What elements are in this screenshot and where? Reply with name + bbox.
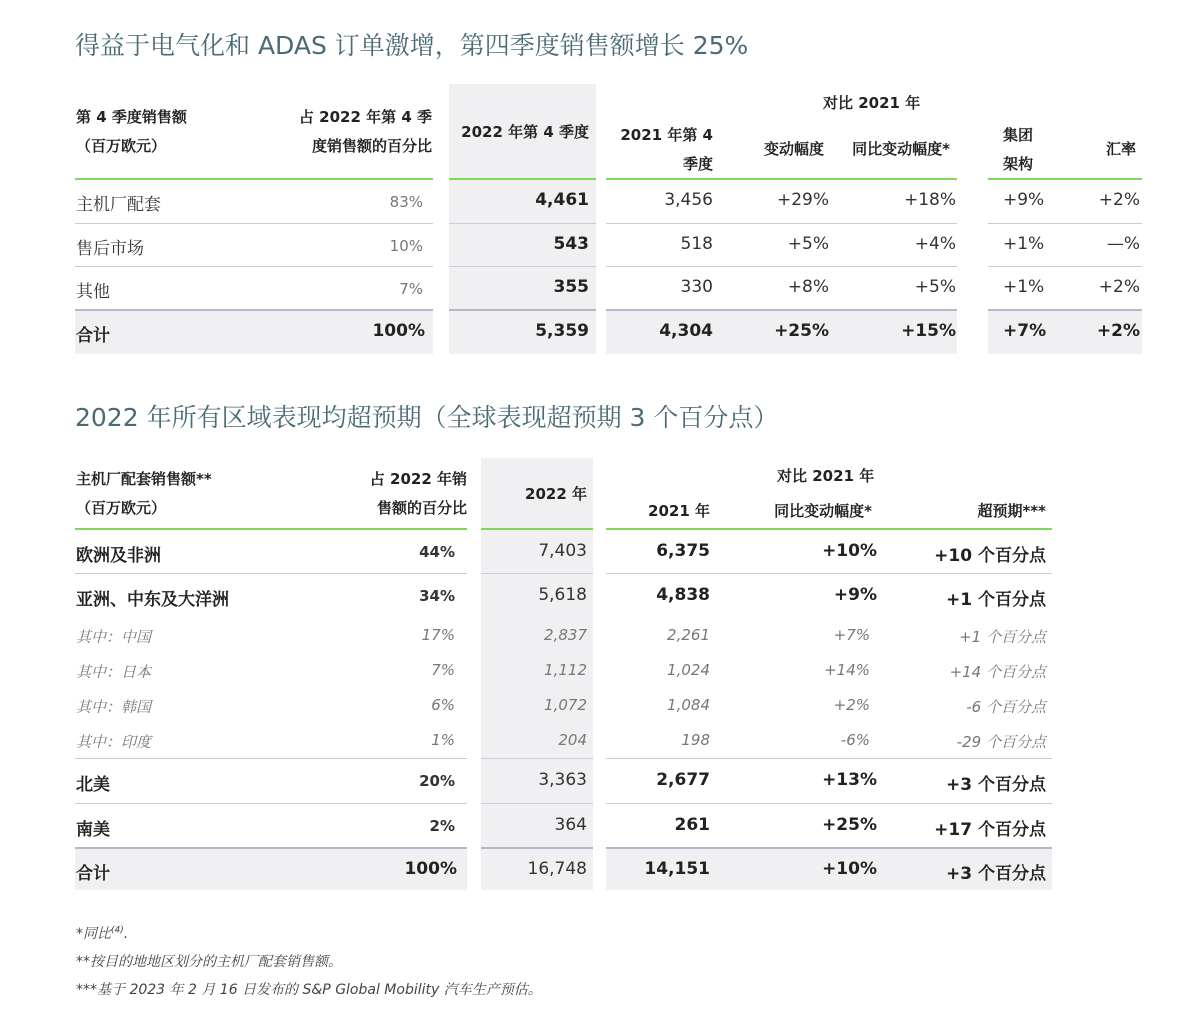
header-col3: 2022 年 [525, 485, 587, 503]
region-2022: 7,403 [538, 541, 587, 561]
region-yoy: +13% [822, 770, 877, 790]
subregion-2021: 1,024 [667, 661, 710, 679]
row-yoy: +5% [914, 277, 956, 297]
row-q4-2021: 518 [680, 234, 713, 254]
header-col1-line2: （百万欧元） [76, 499, 167, 517]
header-col8: 汇率 [1105, 140, 1136, 158]
subregion-label: 其中：日本 [76, 663, 152, 681]
subregion-label: 其中：韩国 [76, 698, 152, 716]
region-2022: 3,363 [538, 770, 587, 790]
header-rule [75, 528, 467, 530]
header-rule [449, 178, 596, 180]
header-col2-line2: 度销售额的百分比 [311, 137, 432, 155]
section1-title: 得益于电气化和 ADAS 订单激增，第四季度销售额增长 25% [75, 31, 749, 60]
section2-title: 2022 年所有区域表现均超预期（全球表现超预期 3 个百分点） [75, 403, 779, 432]
region-outperformance: +10 个百分点 [934, 546, 1046, 566]
subregion-outperformance: -6 个百分点 [966, 698, 1046, 716]
region-yoy: +9% [833, 585, 877, 605]
header-rule [75, 178, 433, 180]
total-2021: 14,151 [644, 859, 710, 879]
row-label: 其他 [76, 282, 110, 302]
total-share: 100% [372, 321, 425, 341]
total-yoy: +15% [901, 321, 956, 341]
header-group-vs-2021: 对比 2021 年 [777, 467, 875, 485]
row-divider [988, 266, 1142, 267]
region-yoy: +25% [822, 815, 877, 835]
row-q4-2022: 4,461 [535, 190, 589, 210]
row-fx: +2% [1098, 190, 1140, 210]
subregion-yoy: -6% [840, 731, 870, 749]
header-col3: 2022 年第 4 季度 [461, 123, 589, 141]
row-divider [481, 573, 593, 574]
header-col6: 超预期*** [977, 502, 1046, 520]
region-share: 44% [419, 543, 455, 561]
header-col4-line1: 2021 年第 4 [620, 126, 713, 144]
header-col5: 同比变动幅度* [774, 502, 872, 520]
region-2021: 2,677 [656, 770, 710, 790]
total-divider [449, 309, 596, 311]
region-label: 北美 [76, 775, 110, 795]
footnote-yoy: *同比$^{(4)}$. [76, 925, 129, 942]
total-2022: 16,748 [527, 859, 587, 879]
total-yoy: +10% [822, 859, 877, 879]
region-share: 2% [429, 817, 455, 835]
subregion-outperformance: +1 个百分点 [959, 628, 1046, 646]
header-col4-line2: 季度 [682, 155, 713, 173]
total-q4-2021: 4,304 [659, 321, 713, 341]
region-2021: 6,375 [656, 541, 710, 561]
header-col1-line2: （百万欧元） [76, 137, 167, 155]
region-outperformance: +17 个百分点 [934, 820, 1046, 840]
subregion-2022: 1,112 [544, 661, 587, 679]
subregion-outperformance: -29 个百分点 [956, 733, 1046, 751]
header-col7-line2: 架构 [1003, 155, 1034, 173]
row-group: +1% [1003, 234, 1045, 254]
subregion-2022: 204 [558, 731, 587, 749]
subregion-2022: 1,072 [544, 696, 587, 714]
row-q4-2022: 543 [553, 234, 589, 254]
header-col7-line1: 集团 [1003, 126, 1034, 144]
header-col2-line2: 售额的百分比 [376, 499, 467, 517]
subregion-2021: 2,261 [667, 626, 710, 644]
row-divider [988, 223, 1142, 224]
row-divider [449, 223, 596, 224]
row-q4-2021: 3,456 [664, 190, 713, 210]
subregion-2022: 2,837 [544, 626, 587, 644]
row-divider [606, 266, 957, 267]
header-rule [988, 178, 1142, 180]
region-2022: 5,618 [538, 585, 587, 605]
footnote-forecast-source: ***基于 2023 年 2 月 16 日发布的 S&P Global Mobility 汽车生产预估。 [76, 982, 542, 998]
row-share: 10% [389, 237, 423, 255]
row-q4-2021: 330 [680, 277, 713, 297]
row-divider [606, 758, 1052, 759]
total-change: +25% [774, 321, 829, 341]
header-col2-line1: 占 2022 年第 4 季 [298, 108, 432, 126]
row-change: +8% [787, 277, 829, 297]
header-col1-line1: 主机厂配套销售额** [76, 470, 212, 488]
row-label: 主机厂配套 [76, 195, 161, 215]
row-group: +1% [1003, 277, 1045, 297]
header-col1-line1: 第 4 季度销售额 [76, 108, 187, 126]
row-divider [606, 223, 957, 224]
region-2021: 261 [674, 815, 710, 835]
row-share: 83% [389, 193, 423, 211]
region-2022: 364 [554, 815, 587, 835]
total-label: 合计 [76, 326, 110, 346]
subregion-share: 7% [431, 661, 455, 679]
region-label: 亚洲、中东及大洋洲 [76, 590, 229, 610]
row-divider [606, 573, 1052, 574]
header-rule [606, 178, 957, 180]
row-q4-2022: 355 [553, 277, 589, 297]
region-label: 欧洲及非洲 [76, 546, 161, 566]
row-yoy: +18% [903, 190, 956, 210]
row-divider [75, 266, 433, 267]
row-change: +5% [787, 234, 829, 254]
row-divider [75, 223, 433, 224]
total-group: +7% [1003, 321, 1047, 341]
region-yoy: +10% [822, 541, 877, 561]
subregion-label: 其中：中国 [76, 628, 152, 646]
subregion-share: 17% [421, 626, 455, 644]
row-fx: —% [1106, 234, 1140, 254]
region-share: 20% [419, 772, 455, 790]
subregion-yoy: +14% [824, 661, 870, 679]
subregion-yoy: +7% [833, 626, 870, 644]
region-share: 34% [419, 587, 455, 605]
header-rule [606, 528, 1052, 530]
subregion-2021: 198 [681, 731, 710, 749]
row-divider [75, 803, 467, 804]
row-yoy: +4% [914, 234, 956, 254]
subregion-share: 6% [431, 696, 455, 714]
footnote-destination: **按目的地地区划分的主机厂配套销售额。 [76, 954, 342, 970]
header-rule [481, 528, 593, 530]
row-divider [75, 573, 467, 574]
row-share: 7% [399, 280, 423, 298]
total-fx: +2% [1096, 321, 1140, 341]
subregion-label: 其中：印度 [76, 733, 152, 751]
row-divider [481, 758, 593, 759]
row-divider [75, 758, 467, 759]
row-divider [449, 266, 596, 267]
region-label: 南美 [76, 820, 110, 840]
total-outperformance: +3 个百分点 [946, 864, 1046, 884]
row-change: +29% [776, 190, 829, 210]
total-q4-2022: 5,359 [535, 321, 589, 341]
region-2021: 4,838 [656, 585, 710, 605]
subregion-yoy: +2% [833, 696, 870, 714]
total-divider [481, 847, 593, 849]
header-col4: 2021 年 [648, 502, 710, 520]
row-group: +9% [1003, 190, 1045, 210]
region-outperformance: +3 个百分点 [946, 775, 1046, 795]
region-outperformance: +1 个百分点 [946, 590, 1046, 610]
row-divider [481, 803, 593, 804]
header-col2-line1: 占 2022 年销 [369, 470, 467, 488]
header-col5: 变动幅度 [763, 140, 824, 158]
row-fx: +2% [1098, 277, 1140, 297]
total-share: 100% [404, 859, 457, 879]
subregion-share: 1% [431, 731, 455, 749]
row-divider [606, 803, 1052, 804]
subregion-2021: 1,084 [667, 696, 710, 714]
header-col6: 同比变动幅度* [852, 140, 950, 158]
row-label: 售后市场 [76, 239, 144, 259]
footnote-reference: (4) [111, 925, 124, 936]
total-label: 合计 [76, 864, 110, 884]
subregion-outperformance: +14 个百分点 [949, 663, 1046, 681]
header-group-vs-2021: 对比 2021 年 [823, 94, 921, 112]
